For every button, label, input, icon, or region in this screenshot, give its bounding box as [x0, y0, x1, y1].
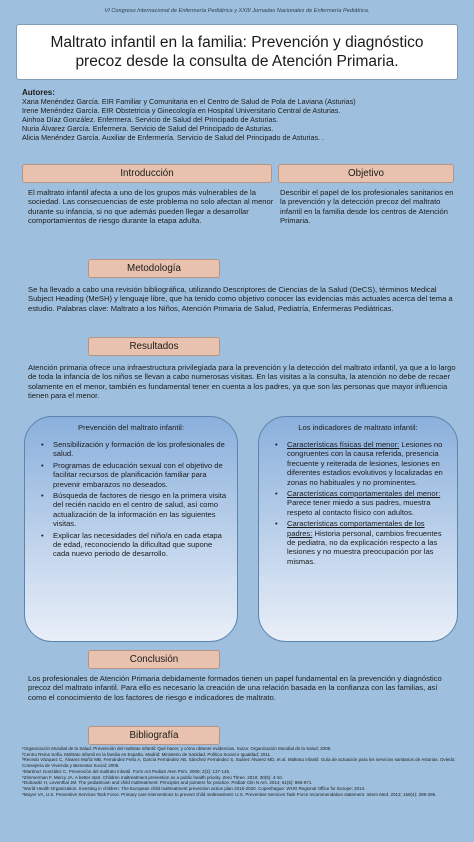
congress-header: VI Congreso Internacional de Enfermería Pediátrica y XXIII Jornadas Nacionales de Enfermería Pediátrica.	[104, 8, 370, 14]
reference: ²Centro Reina Sofía. Maltrato infantil en la familia en España. Madrid: Ministerio de Sanidad, Política Social e Igualdad; 2011.	[22, 751, 272, 757]
list-item	[275, 519, 447, 566]
reference: ⁴Martínez González C. Prevención del maltrato infantil. Form Act Pediatr Aten Prim. 2009; 2(3): 137-145.	[22, 768, 231, 774]
author-line: Nuria Álvarez García. Enfermera. Servicio de Salud del Principado de Asturias.	[22, 124, 274, 134]
indicator-label: Características comportamentales de los padres:	[287, 519, 425, 538]
author-line: Irene Menéndez García. EIR Obstetricia y Ginecología en Hospital Universitario Central de Asturias.	[22, 106, 341, 116]
reference: ⁷World Health Organization. Investing in children: The European child maltreatment prevention action plan 2015-2020. Copenhague: WHO Regional Office for Europe; 2014.	[22, 785, 366, 791]
author-line: Ainhoa Díaz González. Enfermera. Servicio de Salud del Principado de Asturias.	[22, 115, 279, 125]
bibliografia-heading: Bibliografía	[88, 726, 220, 745]
reference: ³Recedo Vázquez C, Álvarez Muñiz MB, Fernández Feito A, García Fernández AB, Sánchez Fernández S, Suárez Álvarez MD, et al. Maltrato infantil. Guía de actuación para los servicios sanitarios de Asturias. Oviedo: Consejería de Vivienda y Bienestar Social; 2006.	[22, 757, 456, 769]
objetivo-text: Describir el papel de los profesionales sanitarios en la prevención y la detección precoz del maltrato infantil en la familia desde los centros de Atención Primaria.	[280, 188, 454, 226]
reference: ⁶Dubowitz H, Leventhal JM. The pediatrician and child maltreatment: Principles and pointers for practice. Pediatr Clin N Am. 2014; 61(5): 865-871.	[22, 780, 313, 786]
list-item	[275, 489, 447, 517]
author-line: Alicia Menéndez García. Auxiliar de Enfermería. Servicio de Salud del Principado de Asturias. .	[22, 133, 325, 143]
list-item: • Sensibilización y formación de los profesionales de salud.	[41, 440, 227, 459]
list-item: • Búsqueda de factores de riesgo en la primera visita del recién nacido en el centro de salud, así como actualización de la información en las siguientes visitas.	[41, 491, 227, 529]
indicadores-list	[275, 440, 447, 566]
indicator-text: Historia personal, cambios frecuentes de pediatra, no da explicación respecto a las lesiones y no muestra preocupación por las mismas.	[287, 528, 442, 566]
resultados-heading: Resultados	[88, 337, 220, 356]
indicator-text: Parece tener miedo a sus padres, muestra respeto al contacto físico con adultos.	[287, 498, 431, 517]
intro-text: El maltrato infantil afecta a uno de los grupos más vulnerables de la sociedad. Las consecuencias de este problema no solo afectan al menor durante su infancia, si no que además pueden llegar a desarrollar comportamientos de riesgo durante la etapa adulta.	[28, 188, 274, 226]
authors-heading: Autores:	[22, 88, 55, 97]
indicator-text: Lesiones no congruentes con la causa referida, presencia frecuente y reiterada de lesiones, lesiones en diferentes estadios evolutivos y localizadas en zonas no habituales y no prominentes.	[287, 440, 443, 487]
prevencion-heading: Prevención del maltrato infantil:	[78, 423, 184, 432]
author-line: Xana Menéndez García. EIR Familiar y Comunitaria en el Centro de Salud de Pola de Laviana (Asturias)	[22, 97, 356, 107]
conclusion-text: Los profesionales de Atención Primaria debidamente formados tienen un papel fundamental en la prevención y diagnóstico precoz del maltrato infantil. Para ello es necesario la creación de una relación basada en la confianza con las familias, así como el conocimiento de los factores de riesgo e indicadores de maltrato.	[28, 674, 442, 702]
poster-title: Maltrato infantil en la familia: Prevención y diagnóstico precoz desde la consulta de Atención Primaria.	[16, 24, 458, 80]
indicator-label: Características físicas del menor:	[287, 440, 400, 449]
list-item: • Programas de educación sexual con el objetivo de facilitar recursos de planificación familiar para prevenir embarazos no deseados.	[41, 461, 227, 489]
prevencion-panel	[24, 416, 238, 642]
reference: ⁵Zimmerman F, Mercy JA. A better start. Children maltreatment prevention as a public health priority. Zero Three. 2010; 30(5): 4-10.	[22, 774, 284, 780]
metodologia-text: Se ha llevado a cabo una revisión bibliográfica, utilizando Descriptores de Ciencias de la Salud (DeCS), términos Medical Subject Heading (MeSH) y lenguaje libre, que ha tenido como objetivo conocer las evidencias más actuales acerca del tema a estudio. Palabras clave: Maltrato a los Niños, Atención Primaria de Salud, Pediatría, Enfermeras Pediátricas.	[28, 285, 453, 313]
list-item: • Explicar las necesidades del niño/a en cada etapa de edad, reconociendo la dificultad que supone cada nuevo periodo de desarrollo.	[41, 531, 227, 559]
bibliography-list	[22, 746, 458, 797]
indicadores-heading: Los indicadores de maltrato infantil:	[298, 423, 418, 432]
metodologia-heading: Metodología	[88, 259, 220, 278]
conclusion-heading: Conclusión	[88, 650, 220, 669]
reference: ⁸Moyer VA, U.S. Preventive Services Task Force. Primary care interventions to prevent child maltreatment: U.S. Preventive Services Task Force recommendation statement. Intern Med. 2013; 159(4): 289-295.	[22, 791, 437, 797]
indicadores-panel	[258, 416, 458, 642]
reference: ¹Organización Mundial de la Salud. Prevención del maltrato infantil: Qué hacer, y cómo obtener evidencias. Suiza: Organización Mundial de la Salud; 2009.	[22, 746, 332, 751]
resultados-text: Atención primaria ofrece una infraestructura privilegiada para la prevención y la detección del maltrato infantil, ya que a lo largo de toda la infancia de los niños se llevan a cabo numerosas visitas. En las visitas a la consulta, la atención no debe de recaer solamente en el menor, también es fundamental tener en cuenta a los padres, ya que son las personas que mayor influencia tienen para el menor.	[28, 363, 456, 401]
objetivo-heading: Objetivo	[278, 164, 454, 183]
authors-block	[22, 88, 462, 143]
indicator-label: Características comportamentales del menor:	[287, 489, 441, 499]
list-item	[275, 440, 447, 487]
intro-heading: Introducción	[22, 164, 272, 183]
prevencion-list	[41, 440, 227, 559]
